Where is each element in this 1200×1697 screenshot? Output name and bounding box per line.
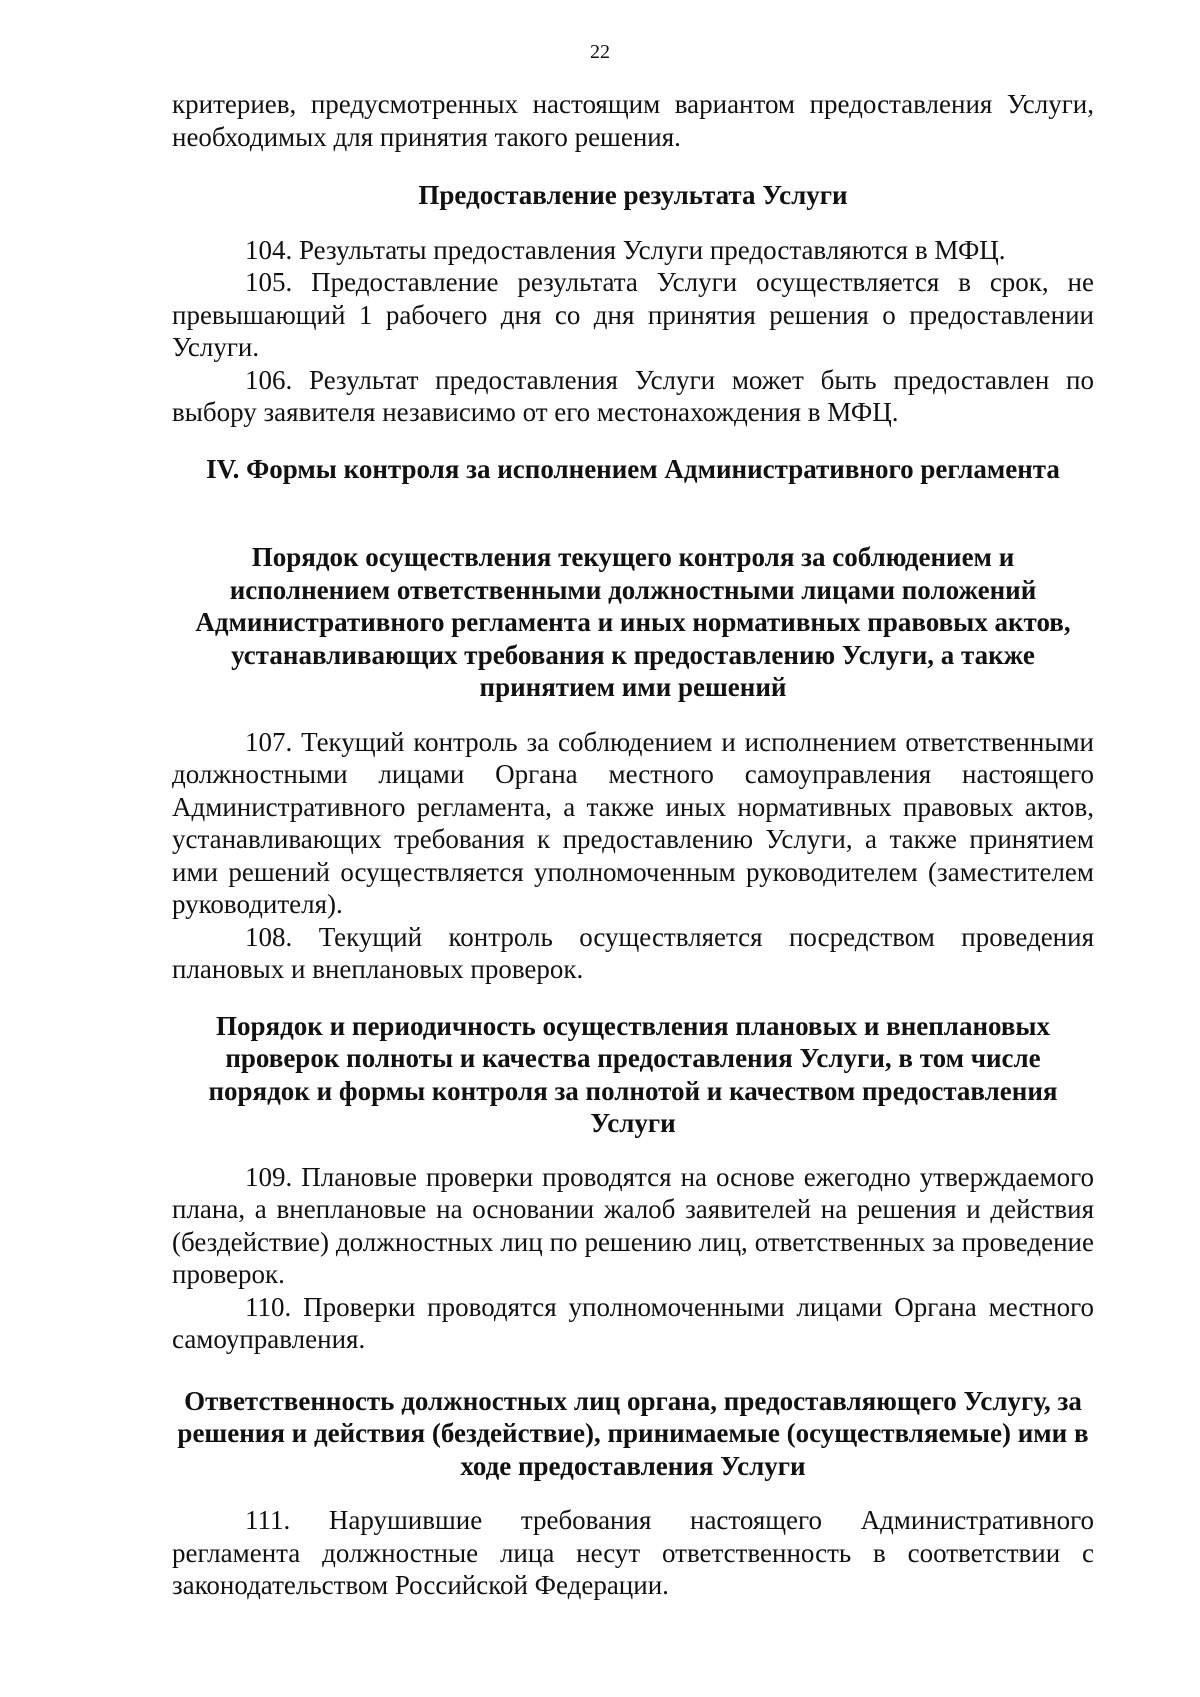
paragraph-107: 107. Текущий контроль за соблюдением и исполнением ответственными должностными лицами Органа местного самоуправления настоящего Административного регламента, а также иных нормативных правовых актов, устанавливающих требования к предоставлению Услуги, а также принятием ими решений осуществляется уполномоченным руководителем (заместителем руководителя). xyxy=(172,726,1094,919)
paragraph-105: 105. Предоставление результата Услуги осуществляется в срок, не превышающий 1 рабочего дня со дня принятия решения о предоставлении Услуги. xyxy=(172,267,1094,362)
paragraph-111: 111. Нарушившие требования настоящего Административного регламента должностные лица несут ответственность в соответствии с законодательством Российской Федерации. xyxy=(172,1505,1094,1600)
paragraph-108: 108. Текущий контроль осуществляется посредством проведения плановых и внеплановых проверок. xyxy=(172,921,1094,984)
paragraph-109: 109. Плановые проверки проводятся на основе ежегодно утверждаемого плана, а внеплановые на основании жалоб заявителей на решения и действия (бездействие) должностных лиц по решению лиц, ответственных за проведение проверок. xyxy=(172,1161,1094,1289)
heading-current-control: Порядок осуществления текущего контроля за соблюдением и исполнением ответственными должностными лицами положений Административного регламента и иных нормативных правовых актов, устанавливающих требования к предоставлению Услуги, а также принятием ими решений xyxy=(195,542,1071,702)
heading-section-iv: IV. Формы контроля за исполнением Административного регламента xyxy=(206,453,1060,484)
heading-responsibility: Ответственность должностных лиц органа, предоставляющего Услугу, за решения и действия (бездействие), принимаемые (осуществляемые) ими в ходе предоставления Услуги xyxy=(177,1385,1089,1481)
paragraph-continuation: критериев, предусмотренных настоящим вариантом предоставления Услуги, необходимых для принятия такого решения. xyxy=(172,89,1094,152)
paragraph-110: 110. Проверки проводятся уполномоченными лицами Органа местного самоуправления. xyxy=(172,1291,1094,1354)
paragraph-106: 106. Результат предоставления Услуги может быть предоставлен по выбору заявителя независимо от его местонахождения в МФЦ. xyxy=(172,364,1094,427)
paragraph-104: 104. Результаты предоставления Услуги предоставляются в МФЦ. xyxy=(245,234,1006,265)
heading-inspections: Порядок и периодичность осуществления плановых и внеплановых проверок полноты и качества предоставления Услуги, в том числе порядок и формы контроля за полнотой и качеством предоставления Услуги xyxy=(208,1010,1058,1138)
page-number: 22 xyxy=(590,41,610,63)
heading-result-delivery: Предоставление результата Услуги xyxy=(418,180,848,210)
document-body xyxy=(172,88,1094,1602)
